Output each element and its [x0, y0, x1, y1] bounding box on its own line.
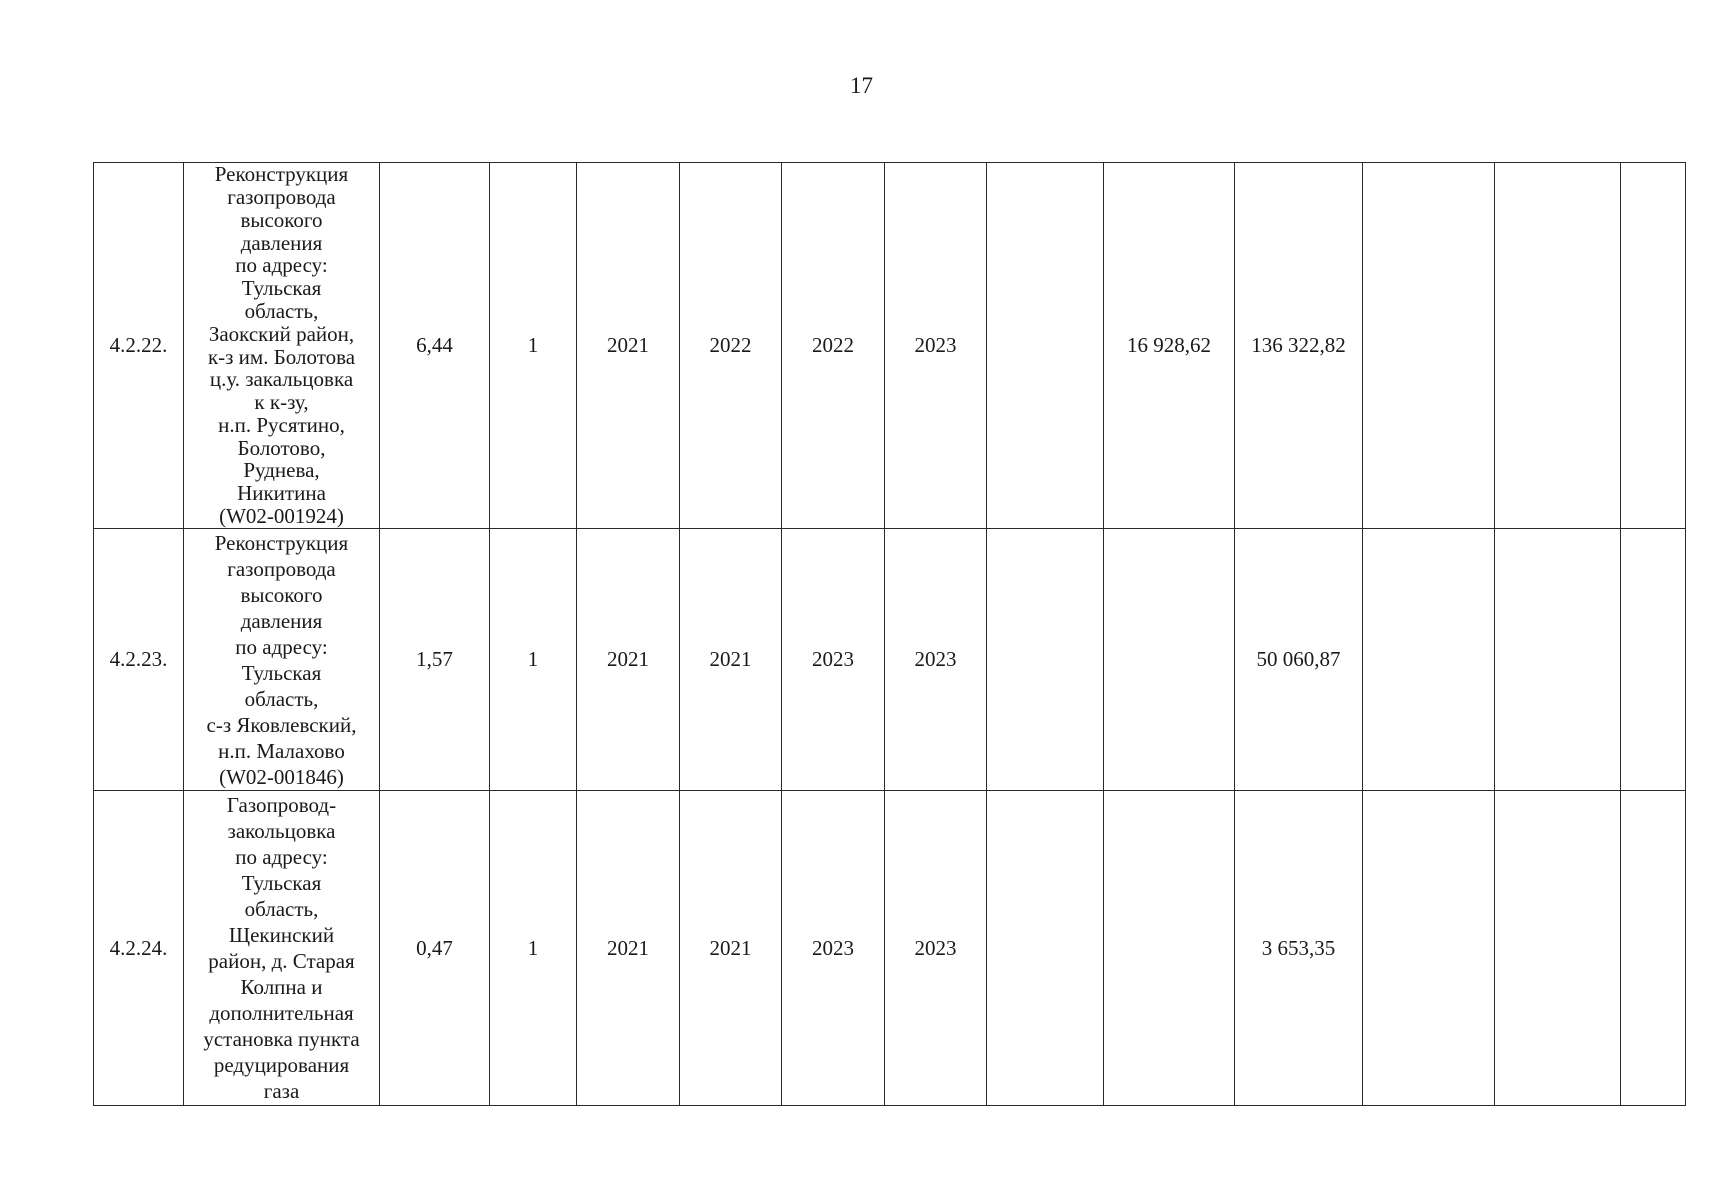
cell-year-d: 2023 [885, 163, 987, 529]
cell-year-b: 2022 [680, 163, 782, 529]
description-line: газопровода [227, 184, 336, 209]
description-line: по адресу: [235, 845, 328, 869]
cell-description [184, 529, 380, 791]
description-line: Газопровод- [226, 793, 337, 817]
cell-description [184, 163, 380, 529]
description-line: Тульская [241, 660, 322, 685]
cell-cost-1: 16 928,62 [1104, 163, 1235, 529]
cell-empty [1363, 791, 1495, 1106]
cell-description [184, 791, 380, 1106]
cell-count: 1 [490, 791, 577, 1106]
description-line: (W02-001924) [219, 504, 344, 529]
table-row [94, 791, 1686, 1106]
description-line: (W02-001846) [219, 764, 344, 789]
description-line: область, [244, 298, 319, 323]
cell-cost-1 [1104, 529, 1235, 791]
description-line: высокого [240, 582, 323, 607]
cell-empty [987, 163, 1104, 529]
table-row [94, 163, 1686, 529]
cell-number: 4.2.22. [94, 163, 184, 529]
description-line: Колпна и [240, 975, 323, 999]
cell-year-b: 2021 [680, 529, 782, 791]
cell-cost-2: 136 322,82 [1235, 163, 1363, 529]
cell-empty [1363, 529, 1495, 791]
description-line: закольцовка [227, 819, 336, 843]
cell-empty [1495, 529, 1621, 791]
cell-cost-1 [1104, 791, 1235, 1106]
cell-year-c: 2023 [782, 791, 885, 1106]
cell-count: 1 [490, 529, 577, 791]
description-line: ц.у. закальцовка [209, 367, 354, 392]
description-line: по адресу: [235, 253, 328, 278]
description-line: Щекинский [228, 923, 335, 947]
cell-empty [1495, 163, 1621, 529]
description-line: Болотово, [237, 435, 326, 460]
description-line: н.п. Русятино, [218, 412, 345, 437]
cell-year-d: 2023 [885, 529, 987, 791]
description-line: к-з им. Болотова [207, 344, 356, 369]
description-line: по адресу: [235, 634, 328, 659]
description-line: газа [263, 1079, 300, 1103]
cell-year-b: 2021 [680, 791, 782, 1106]
description-line: газопровода [227, 556, 336, 581]
description-line: Руднева, [243, 458, 320, 483]
description-line: редуцирования [213, 1053, 350, 1077]
cell-empty [1363, 163, 1495, 529]
cell-year-d: 2023 [885, 791, 987, 1106]
cell-empty [1495, 791, 1621, 1106]
description-line: установка пункта [203, 1027, 360, 1051]
description-line: Реконструкция [214, 530, 349, 555]
description-line: Заокский район, [208, 321, 355, 346]
cell-empty [987, 529, 1104, 791]
description-line: область, [244, 897, 319, 921]
cell-year-a: 2021 [577, 163, 680, 529]
cell-empty [987, 791, 1104, 1106]
description-line: давления [240, 230, 323, 255]
cell-length: 6,44 [380, 163, 490, 529]
table-row [94, 529, 1686, 791]
description-line: Никитина [237, 481, 326, 506]
cell-empty [1621, 529, 1686, 791]
description-line: высокого [240, 207, 323, 232]
cell-length: 1,57 [380, 529, 490, 791]
cell-empty [1621, 791, 1686, 1106]
cell-year-c: 2022 [782, 163, 885, 529]
description-line: Тульская [241, 871, 322, 895]
cell-number: 4.2.23. [94, 529, 184, 791]
description-line: Тульская [241, 276, 322, 301]
cell-empty [1621, 163, 1686, 529]
description-line: Реконструкция [214, 162, 349, 187]
description-line: район, д. Старая [208, 949, 355, 973]
description-line: к к-зу, [254, 390, 309, 415]
cell-cost-2: 3 653,35 [1235, 791, 1363, 1106]
page-number: 17 [850, 73, 873, 98]
cell-cost-2: 50 060,87 [1235, 529, 1363, 791]
cell-year-a: 2021 [577, 529, 680, 791]
cell-count: 1 [490, 163, 577, 529]
description-line: н.п. Малахово [218, 738, 345, 763]
description-line: дополнительная [209, 1001, 354, 1025]
description-line: давления [240, 608, 323, 633]
cell-year-a: 2021 [577, 791, 680, 1106]
description-line: с-з Яковлевский, [206, 712, 357, 737]
cell-number: 4.2.24. [94, 791, 184, 1106]
cell-year-c: 2023 [782, 529, 885, 791]
cell-length: 0,47 [380, 791, 490, 1106]
description-line: область, [244, 686, 319, 711]
investment-table [93, 162, 1686, 1106]
